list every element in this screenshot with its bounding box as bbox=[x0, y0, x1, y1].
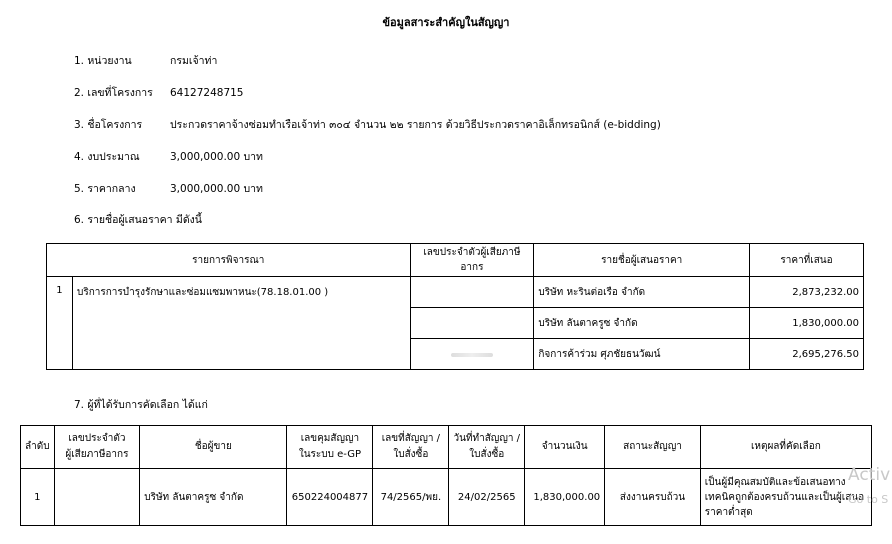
header-contract-number: เลขที่สัญญา / ใบสั่งซื้อ bbox=[373, 426, 449, 469]
header-offered-price: ราคาที่เสนอ bbox=[750, 244, 864, 277]
field-label: 2. เลขที่โครงการ bbox=[74, 87, 153, 99]
header-amount: จำนวนเงิน bbox=[525, 426, 605, 469]
document-title: ข้อมูลสาระสำคัญในสัญญา bbox=[382, 16, 510, 29]
field-value: 64127248715 bbox=[170, 87, 244, 99]
row-no: 1 bbox=[21, 469, 55, 526]
redacted-mark bbox=[451, 353, 493, 357]
field-value: 3,000,000.00 บาท bbox=[170, 151, 263, 163]
bidders-heading: 6. รายชื่อผู้เสนอราคา มีดังนี้ bbox=[74, 214, 202, 226]
header-item: รายการพิจารณา bbox=[47, 244, 411, 277]
row-status: ส่งงานครบถ้วน bbox=[605, 469, 701, 526]
bidder-name: บริษัท ลันตาครูซ จำกัด bbox=[534, 308, 750, 339]
bidder-name: บริษัท หะรินต่อเรือ จำกัด bbox=[534, 277, 750, 308]
bidders-table bbox=[46, 243, 864, 370]
field-value: 3,000,000.00 บาท bbox=[170, 183, 263, 195]
header-no: ลำดับ bbox=[21, 426, 55, 469]
header-contract-control: เลขคุมสัญญา ในระบบ e-GP bbox=[287, 426, 373, 469]
activation-watermark-sub: Go to S bbox=[848, 493, 889, 506]
header-status: สถานะสัญญา bbox=[605, 426, 701, 469]
activation-watermark: Activ bbox=[848, 465, 891, 485]
header-contract-date: วันที่ทำสัญญา / ใบสั่งซื้อ bbox=[449, 426, 525, 469]
field-value: กรมเจ้าท่า bbox=[170, 55, 218, 67]
selected-table bbox=[20, 425, 872, 526]
tax-id-cell bbox=[410, 308, 534, 339]
header-seller: ชื่อผู้ขาย bbox=[140, 426, 287, 469]
field-label: 1. หน่วยงาน bbox=[74, 55, 132, 67]
row-contract-date: 24/02/2565 bbox=[449, 469, 525, 526]
row-contract-control: 650224004877 bbox=[287, 469, 373, 526]
item-name: บริการการบำรุงรักษาและซ่อมแซมพาหนะ(78.18.01.00 ) bbox=[72, 277, 410, 370]
bidder-price: 1,830,000.00 bbox=[750, 308, 864, 339]
row-reason: เป็นผู้มีคุณสมบัติและข้อเสนอทางเทคนิคถูกต้องครบถ้วนและเป็นผู้เสนอราคาต่ำสุด bbox=[700, 469, 871, 526]
field-label: 4. งบประมาณ bbox=[74, 151, 140, 163]
table-row bbox=[47, 277, 864, 308]
row-tax-id bbox=[54, 469, 140, 526]
row-amount: 1,830,000.00 bbox=[525, 469, 605, 526]
selected-heading: 7. ผู้ที่ได้รับการคัดเลือก ได้แก่ bbox=[74, 399, 208, 411]
header-tax-id: เลขประจำตัว ผู้เสียภาษีอากร bbox=[54, 426, 140, 469]
table-row bbox=[21, 469, 872, 526]
table-header-row bbox=[21, 426, 872, 469]
bidder-name: กิจการค้าร่วม ศุภชัยธนวัฒน์ bbox=[534, 339, 750, 370]
tax-id-cell bbox=[410, 277, 534, 308]
bidder-price: 2,873,232.00 bbox=[750, 277, 864, 308]
header-bidder-name: รายชื่อผู้เสนอราคา bbox=[534, 244, 750, 277]
table-header-row bbox=[47, 244, 864, 277]
header-tax-id: เลขประจำตัวผู้เสียภาษีอากร bbox=[410, 244, 534, 277]
field-label: 3. ชื่อโครงการ bbox=[74, 119, 143, 131]
field-value: ประกวดราคาจ้างซ่อมทำเรือเจ้าท่า ๓๐๔ จำนวน ๒๒ รายการ ด้วยวิธีประกวดราคาอิเล็กทรอนิกส์ (e-bidding) bbox=[170, 119, 661, 131]
bidder-price: 2,695,276.50 bbox=[750, 339, 864, 370]
tax-id-cell bbox=[410, 339, 534, 370]
header-reason: เหตุผลที่คัดเลือก bbox=[700, 426, 871, 469]
row-seller: บริษัท ลันตาครูซ จำกัด bbox=[140, 469, 287, 526]
item-number: 1 bbox=[47, 277, 73, 370]
row-contract-number: 74/2565/พย. bbox=[373, 469, 449, 526]
field-label: 5. ราคากลาง bbox=[74, 183, 136, 195]
